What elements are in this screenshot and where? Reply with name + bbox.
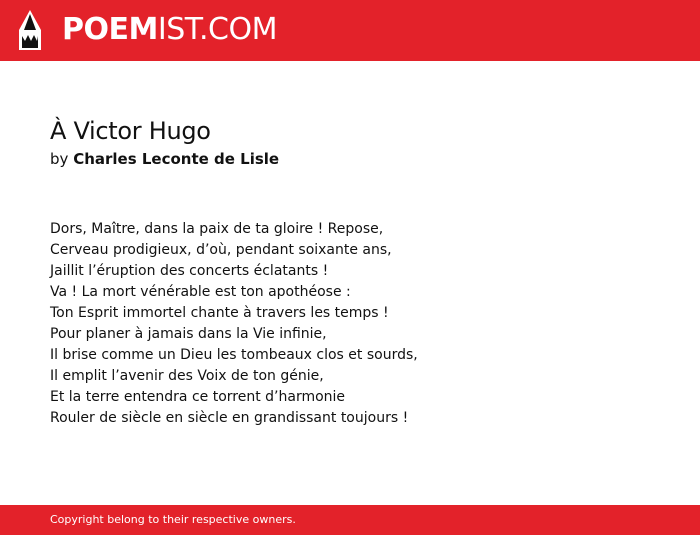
poem-line: Cerveau prodigieux, d’où, pendant soixante ans, — [50, 242, 392, 258]
poem-line: Va ! La mort vénérable est ton apothéose : — [50, 284, 351, 300]
poem-line: Il brise comme un Dieu les tombeaux clos et sourds, — [50, 347, 418, 363]
poem-line: Et la terre entendra ce torrent d’harmonie — [50, 389, 346, 405]
site-header — [0, 0, 700, 61]
byline — [50, 149, 279, 169]
author-link[interactable]: Charles Leconte de Lisle — [73, 150, 280, 168]
poem-line: Dors, Maître, dans la paix de ta gloire ! Repose, — [50, 221, 384, 237]
by-label: by — [50, 150, 69, 168]
poem-line: Jaillit l’éruption des concerts éclatants ! — [50, 263, 329, 279]
pencil-logo-icon[interactable] — [17, 10, 43, 52]
logo-bold-text: POEM — [62, 12, 158, 47]
site-logo[interactable] — [62, 12, 277, 48]
poem-line: Rouler de siècle en siècle en grandissant toujours ! — [50, 410, 409, 426]
poem-title: À Victor Hugo — [50, 117, 211, 145]
poem-line: Pour planer à jamais dans la Vie infinie, — [50, 326, 327, 342]
poem-line: Il emplit l’avenir des Voix de ton génie, — [50, 368, 324, 384]
site-footer — [0, 505, 700, 535]
logo-light-text: IST.COM — [157, 12, 277, 47]
poem-line: Ton Esprit immortel chante à travers les temps ! — [50, 305, 389, 321]
poem-body — [50, 219, 418, 429]
copyright-text: Copyright belong to their respective owners. — [50, 513, 296, 526]
